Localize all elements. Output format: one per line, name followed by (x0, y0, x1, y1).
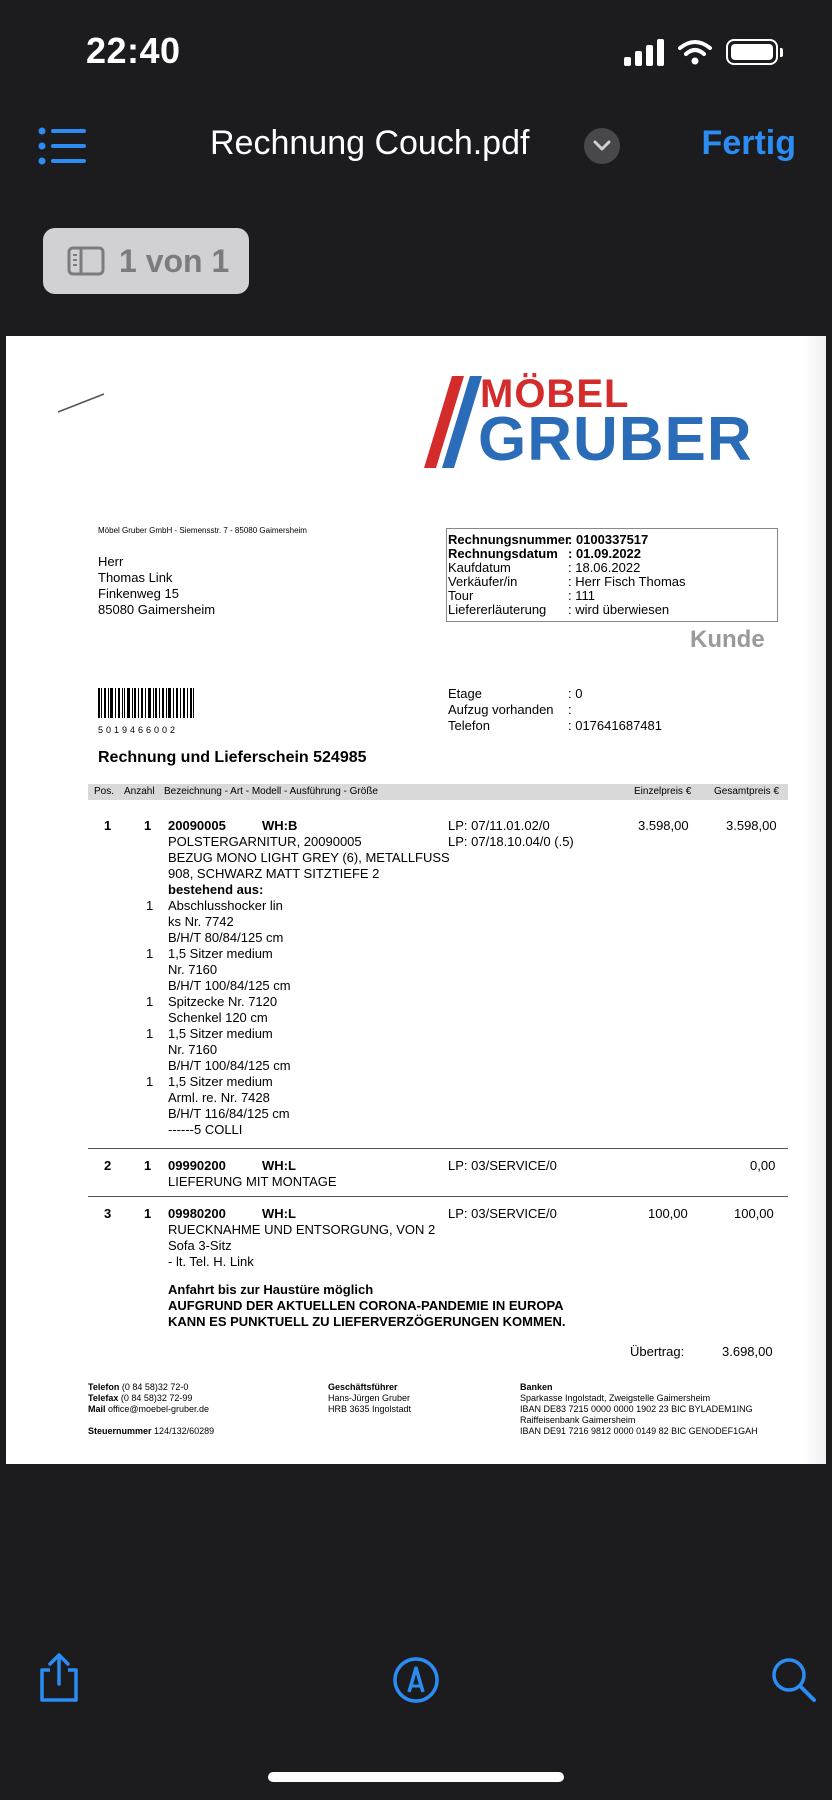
page-indicator[interactable] (43, 228, 249, 294)
info-label: Verkäufer/in (448, 574, 518, 589)
part-line: B/H/T 100/84/125 cm (168, 978, 291, 993)
barcode-number: 5019466002 (98, 725, 179, 735)
recipient-line: Herr (98, 554, 124, 569)
row-divider (88, 1196, 788, 1197)
recipient-line: Thomas Link (98, 570, 173, 585)
part-line: 1,5 Sitzer medium (168, 1026, 273, 1041)
part-line: Abschlusshocker lin (168, 898, 283, 913)
title-menu-button[interactable] (584, 128, 620, 164)
item-pos: 2 (104, 1158, 112, 1173)
carry-label: Übertrag: (630, 1344, 685, 1359)
footer-tax-number: Steuernummer 124/132/60289 (88, 1426, 215, 1436)
share-icon[interactable] (36, 1652, 82, 1704)
item-unit-price: 100,00 (648, 1206, 688, 1221)
item-line: Sofa 3-Sitz (168, 1238, 232, 1253)
note-line: Anfahrt bis zur Haustüre möglich (168, 1282, 374, 1297)
status-time: 22:40 (86, 30, 181, 71)
footer-fax: Telefax (0 84 58)32 72-99 (88, 1393, 193, 1403)
part-line: Nr. 7160 (168, 962, 218, 977)
invoice-title: Rechnung und Lieferschein 524985 (98, 749, 367, 766)
part-qty: 1 (146, 898, 154, 913)
recipient-line: 85080 Gaimersheim (98, 602, 216, 617)
footer-phone: Telefon (0 84 58)32 72-0 (88, 1382, 189, 1392)
part-line: ks Nr. 7742 (168, 914, 234, 929)
delivery-value: : 017641687481 (568, 718, 662, 733)
header-pos: Pos. (94, 786, 115, 797)
item-total-price: 100,00 (734, 1206, 774, 1221)
footer-managers-title: Geschäftsführer (328, 1382, 398, 1392)
recipient-line: Finkenweg 15 (98, 586, 179, 601)
info-value: : 0100337517 (568, 532, 649, 547)
item-pos: 3 (104, 1206, 112, 1221)
document-page[interactable] (6, 336, 826, 1464)
info-value: : 01.09.2022 (568, 546, 642, 561)
delivery-value: : 0 (568, 686, 583, 701)
home-indicator[interactable] (268, 1772, 564, 1782)
item-line: - lt. Tel. H. Link (168, 1254, 254, 1269)
copy-label: Kunde (690, 626, 765, 653)
part-line: B/H/T 80/84/125 cm (168, 930, 284, 945)
search-icon[interactable] (770, 1656, 818, 1704)
note-line: KANN ES PUNKTUELL ZU LIEFERVERZÖGERUNGEN KOMMEN. (168, 1314, 566, 1329)
delivery-label: Telefon (448, 718, 490, 733)
status-icons (624, 38, 778, 66)
item-line: 908, SCHWARZ MATT SITZTIEFE 2 (168, 866, 380, 881)
part-line: Schenkel 120 cm (168, 1010, 268, 1025)
item-line: BEZUG MONO LIGHT GREY (6), METALLFUSS (168, 850, 450, 865)
info-label: Rechnungsnummer (448, 532, 571, 547)
part-qty: 1 (146, 1074, 154, 1089)
footer-bank-line: Raiffeisenbank Gaimersheim (520, 1415, 636, 1425)
company-logo (422, 374, 762, 472)
header-total-price: Gesamtpreis € (714, 786, 780, 797)
note-line: AUFGRUND DER AKTUELLEN CORONA-PANDEMIE IN EUROPA (168, 1298, 564, 1313)
item-total-price: 3.598,00 (726, 818, 777, 833)
part-line: Arml. re. Nr. 7428 (168, 1090, 270, 1105)
part-line: 1,5 Sitzer medium (168, 946, 273, 961)
item-unit-price: 3.598,00 (638, 818, 689, 833)
footer-bank-line: IBAN DE83 7215 0000 0000 1902 23 BIC BYLADEM1ING (520, 1404, 753, 1414)
pen-mark (54, 388, 110, 416)
part-line: ------5 COLLI (168, 1122, 243, 1137)
header-description: Bezeichnung - Art - Modell - Ausführung - Größe (164, 786, 378, 797)
battery-icon (726, 39, 778, 65)
item-code: 09990200 (168, 1158, 226, 1173)
footer-manager-line: HRB 3635 Ingolstadt (328, 1404, 412, 1414)
page-indicator-label: 1 von 1 (119, 242, 230, 279)
item-lp: LP: 03/SERVICE/0 (448, 1158, 557, 1173)
footer-mail: Mail office@moebel-gruber.de (88, 1404, 210, 1414)
info-value: : wird überwiesen (568, 602, 670, 617)
list-icon[interactable] (38, 126, 88, 166)
info-value: : 111 (568, 588, 595, 603)
part-line: B/H/T 116/84/125 cm (168, 1106, 290, 1121)
page-edge-shadow (802, 336, 826, 1464)
logo-text-gruber: GRUBER (478, 405, 753, 474)
item-consists-of: bestehend aus: (168, 882, 264, 897)
sender-line: Möbel Gruber GmbH - Siemensstr. 7 - 85080 Gaimersheim (98, 526, 307, 535)
row-divider (88, 1148, 788, 1149)
item-total-price: 0,00 (750, 1158, 776, 1173)
part-qty: 1 (146, 946, 154, 961)
part-line: Nr. 7160 (168, 1042, 218, 1057)
item-pos: 1 (104, 818, 112, 833)
logo-text-moebel: MÖBEL (480, 372, 630, 416)
part-line: 1,5 Sitzer medium (168, 1074, 273, 1089)
delivery-label: Etage (448, 686, 482, 701)
item-code: 09980200 (168, 1206, 226, 1221)
sidebar-icon (67, 246, 105, 276)
document-title[interactable]: Rechnung Couch.pdf (210, 124, 530, 162)
chevron-down-icon (593, 140, 611, 152)
info-label: Liefererläuterung (448, 602, 547, 617)
info-label: Rechnungsdatum (448, 546, 558, 561)
part-line: B/H/T 100/84/125 cm (168, 1058, 291, 1073)
footer-manager-line: Hans-Jürgen Gruber (328, 1393, 411, 1403)
carry-value: 3.698,00 (722, 1344, 773, 1359)
item-line: POLSTERGARNITUR, 20090005 (168, 834, 362, 849)
part-qty: 1 (146, 994, 154, 1009)
info-value: : Herr Fisch Thomas (568, 574, 686, 589)
item-lp: LP: 07/11.01.02/0 (448, 818, 550, 833)
item-lp: LP: 03/SERVICE/0 (448, 1206, 557, 1221)
info-label: Tour (448, 588, 474, 603)
item-warehouse: WH:L (262, 1158, 296, 1173)
info-label: Kaufdatum (448, 560, 511, 575)
item-line: LIEFERUNG MIT MONTAGE (168, 1174, 337, 1189)
info-value: : 18.06.2022 (568, 560, 641, 575)
item-qty: 1 (144, 1206, 152, 1221)
item-code: 20090005 (168, 818, 226, 833)
item-warehouse: WH:L (262, 1206, 296, 1221)
part-line: Spitzecke Nr. 7120 (168, 994, 278, 1009)
item-qty: 1 (144, 1158, 152, 1173)
item-qty: 1 (144, 818, 152, 833)
item-lp: LP: 07/18.10.04/0 (.5) (448, 834, 574, 849)
header-unit-price: Einzelpreis € (634, 786, 692, 797)
markup-icon[interactable] (392, 1656, 440, 1704)
delivery-value: : (568, 702, 572, 717)
done-button[interactable]: Fertig (701, 124, 796, 162)
item-line: RUECKNAHME UND ENTSORGUNG, VON 2 (168, 1222, 436, 1237)
barcode (98, 688, 194, 718)
footer-bank-line: IBAN DE91 7216 9812 0000 0149 82 BIC GENODEF1GAH (520, 1426, 758, 1436)
table-header (88, 784, 788, 800)
signal-icon (624, 38, 664, 66)
header-qty: Anzahl (124, 786, 155, 797)
wifi-icon (678, 39, 712, 65)
footer-bank-line: Sparkasse Ingolstadt, Zweigstelle Gaimersheim (520, 1393, 711, 1403)
logo-stripes (422, 374, 482, 472)
footer-banks-title: Banken (520, 1382, 553, 1392)
delivery-label: Aufzug vorhanden (448, 702, 554, 717)
part-qty: 1 (146, 1026, 154, 1041)
item-warehouse: WH:B (262, 818, 298, 833)
